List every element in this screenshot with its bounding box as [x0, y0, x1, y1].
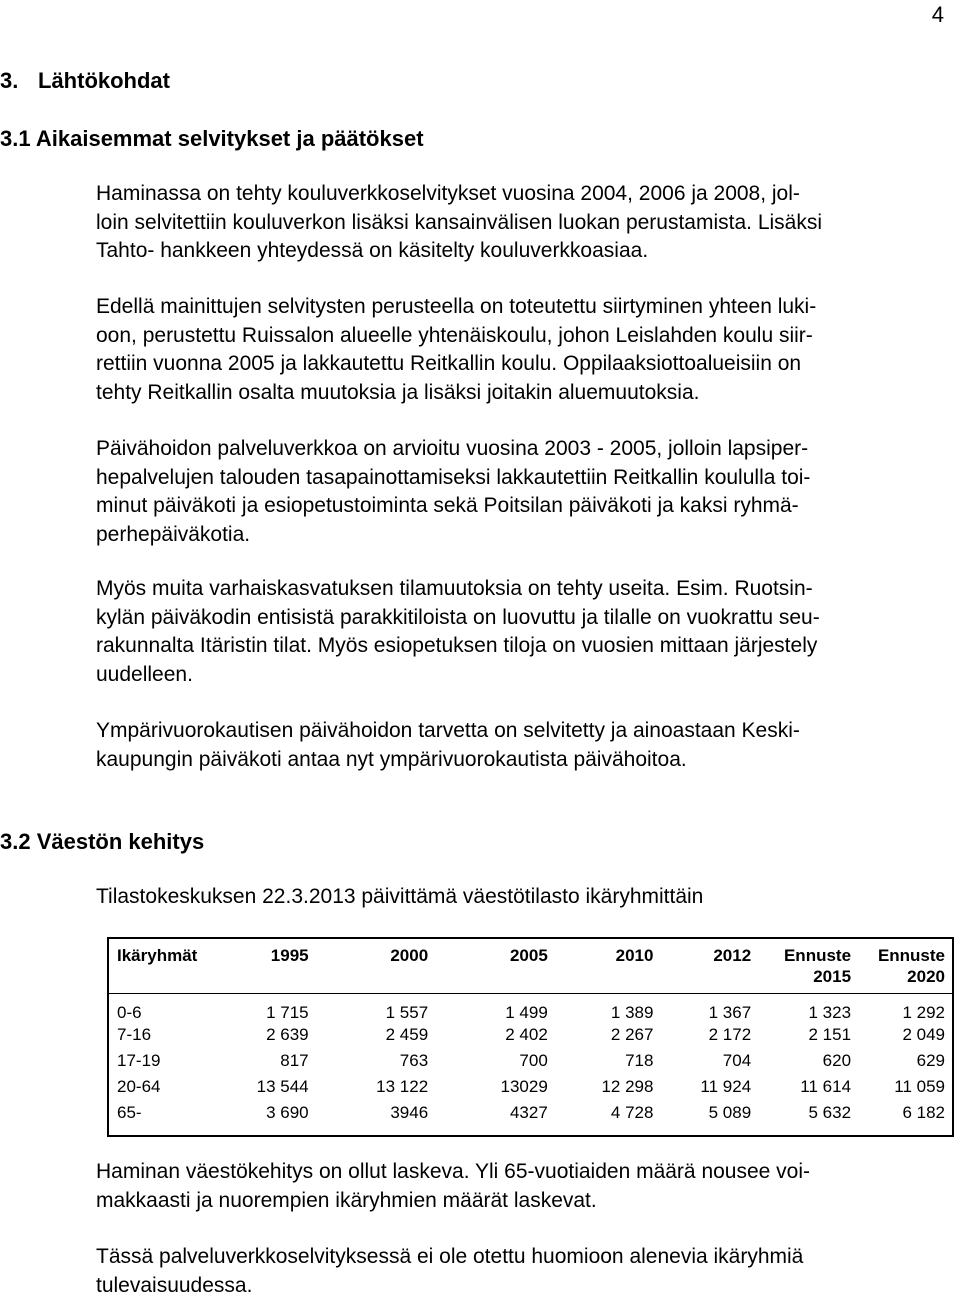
section-3-2-heading: 3.2 Väestön kehitys [0, 829, 204, 855]
text-line: tehty Reitkallin osalta muutoksia ja lisäksi joitakin aluemuutoksia. [96, 379, 946, 408]
text-line: hepalvelujen talouden tasapainottamiseksi lakkautettiin Reitkallin koululla toi- [96, 464, 946, 493]
population-cell: 700 [435, 1051, 555, 1077]
text-line: Haminassa on tehty kouluverkkoselvitykset vuosina 2004, 2006 ja 2008, jol- [96, 180, 946, 209]
population-cell: 4 728 [555, 1103, 661, 1136]
population-cell: 718 [555, 1051, 661, 1077]
population-cell: 5 632 [758, 1103, 858, 1136]
table-header-cell [108, 938, 220, 994]
population-cell: 13029 [435, 1077, 555, 1103]
table-header-cell [858, 938, 953, 994]
text-line: Haminan väestökehitys on ollut laskeva. Yli 65-vuotiaiden määrä nousee voi- [96, 1158, 946, 1187]
text-line: uudelleen. [96, 661, 946, 690]
header-text: 2005 [442, 945, 548, 966]
text-line: Myös muita varhaiskasvatuksen tilamuutoksia on tehty useita. Esim. Ruotsin- [96, 575, 946, 604]
population-cell: 2 639 [220, 1025, 316, 1051]
population-cell: 1 292 [858, 994, 953, 1026]
header-text: 2000 [323, 945, 429, 966]
text-line: Ympärivuorokautisen päivähoidon tarvetta on selvitetty ja ainoastaan Keski- [96, 717, 946, 746]
paragraph-varhaiskasvatus [96, 575, 946, 689]
header-text: 2010 [562, 945, 654, 966]
header-text: 2015 [765, 966, 851, 987]
population-cell: 2 172 [660, 1025, 758, 1051]
population-cell: 2 267 [555, 1025, 661, 1051]
population-cell: 620 [758, 1051, 858, 1077]
text-line: minut päiväkoti ja esiopetustoiminta sekä Poitsilan päiväkoti ja kaksi ryhmä- [96, 492, 946, 521]
age-group-cell: 17-19 [108, 1051, 220, 1077]
population-cell: 11 614 [758, 1077, 858, 1103]
population-cell: 13 122 [316, 1077, 436, 1103]
header-text: Ennuste [765, 945, 851, 966]
header-text: 1995 [227, 945, 309, 966]
text-line: rakunnalta Itäristin tilat. Myös esiopetuksen tiloja on vuosien mittaan järjestely [96, 632, 946, 661]
population-cell: 1 389 [555, 994, 661, 1026]
population-cell: 5 089 [660, 1103, 758, 1136]
table-header-row [108, 938, 953, 994]
text-line: Tässä palveluverkkoselvityksessä ei ole otettu huomioon alenevia ikäryhmiä [96, 1243, 946, 1272]
population-cell: 1 557 [316, 994, 436, 1026]
table-row [108, 1077, 953, 1103]
table-caption: Tilastokeskuksen 22.3.2013 päivittämä väestötilasto ikäryhmittäin [96, 885, 703, 909]
population-cell: 1 323 [758, 994, 858, 1026]
population-cell: 1 367 [660, 994, 758, 1026]
text-line: Päivähoidon palveluverkkoa on arvioitu vuosina 2003 - 2005, jolloin lapsiper- [96, 435, 946, 464]
paragraph-paivahoito [96, 435, 946, 549]
text-line: kaupungin päiväkoti antaa nyt ympärivuorokautista päivähoitoa. [96, 746, 946, 775]
text-line: tulevaisuudessa. [96, 1272, 946, 1300]
table-header-cell [435, 938, 555, 994]
population-table [107, 937, 954, 1137]
text-line: makkaasti ja nuorempien ikäryhmien määrät laskevat. [96, 1187, 946, 1216]
population-cell: 3946 [316, 1103, 436, 1136]
header-text: Ennuste [865, 945, 945, 966]
table-header-cell [316, 938, 436, 994]
header-text: 2020 [865, 966, 945, 987]
population-cell: 817 [220, 1051, 316, 1077]
paragraph-kouluverkko [96, 180, 946, 266]
text-line: rettiin vuonna 2005 ja lakkautettu Reitkallin koulu. Oppilaaksiottoalueisiin on [96, 350, 946, 379]
text-line: oon, perustettu Ruissalon alueelle yhtenäiskoulu, johon Leislahden koulu siir- [96, 322, 946, 351]
paragraph-toteutukset [96, 293, 946, 407]
paragraph-vaestokehitys [96, 1158, 946, 1215]
population-cell: 11 059 [858, 1077, 953, 1103]
text-line: loin selvitettiin kouluverkon lisäksi kansainvälisen luokan perustamista. Lisäksi [96, 209, 946, 238]
page-number: 4 [932, 2, 944, 28]
population-cell: 6 182 [858, 1103, 953, 1136]
text-line: Edellä mainittujen selvitysten perusteella on toteutettu siirtyminen yhteen luki- [96, 293, 946, 322]
population-cell: 3 690 [220, 1103, 316, 1136]
age-group-cell: 20-64 [108, 1077, 220, 1103]
text-line: perhepäiväkotia. [96, 521, 946, 550]
section-3-number: 3. [0, 68, 18, 94]
population-cell: 2 402 [435, 1025, 555, 1051]
population-cell: 2 049 [858, 1025, 953, 1051]
section-3-title: Lähtökohdat [38, 68, 170, 94]
table-header-cell [660, 938, 758, 994]
table-header-cell [220, 938, 316, 994]
population-cell: 704 [660, 1051, 758, 1077]
section-3-1-heading: 3.1 Aikaisemmat selvitykset ja päätökset [0, 126, 424, 152]
table-header-cell [758, 938, 858, 994]
age-group-cell: 65- [108, 1103, 220, 1136]
text-line: Tahto- hankkeen yhteydessä on käsitelty kouluverkkoasiaa. [96, 237, 946, 266]
population-cell: 11 924 [660, 1077, 758, 1103]
paragraph-ymparivuorokautinen [96, 717, 946, 774]
table-row [108, 1025, 953, 1051]
population-cell: 1 715 [220, 994, 316, 1026]
age-group-cell: 7-16 [108, 1025, 220, 1051]
header-text: Ikäryhmät [117, 945, 213, 966]
population-cell: 12 298 [555, 1077, 661, 1103]
table-row [108, 1051, 953, 1077]
population-cell: 629 [858, 1051, 953, 1077]
table-row [108, 994, 953, 1026]
table-row [108, 1103, 953, 1136]
text-line: kylän päiväkodin entisistä parakkitiloista on luovuttu ja tilalle on vuokrattu seu- [96, 604, 946, 633]
population-cell: 13 544 [220, 1077, 316, 1103]
header-text: 2012 [667, 945, 751, 966]
population-cell: 4327 [435, 1103, 555, 1136]
population-cell: 2 151 [758, 1025, 858, 1051]
population-cell: 763 [316, 1051, 436, 1077]
age-group-cell: 0-6 [108, 994, 220, 1026]
paragraph-huomio [96, 1243, 946, 1300]
table-header-cell [555, 938, 661, 994]
population-cell: 2 459 [316, 1025, 436, 1051]
population-cell: 1 499 [435, 994, 555, 1026]
